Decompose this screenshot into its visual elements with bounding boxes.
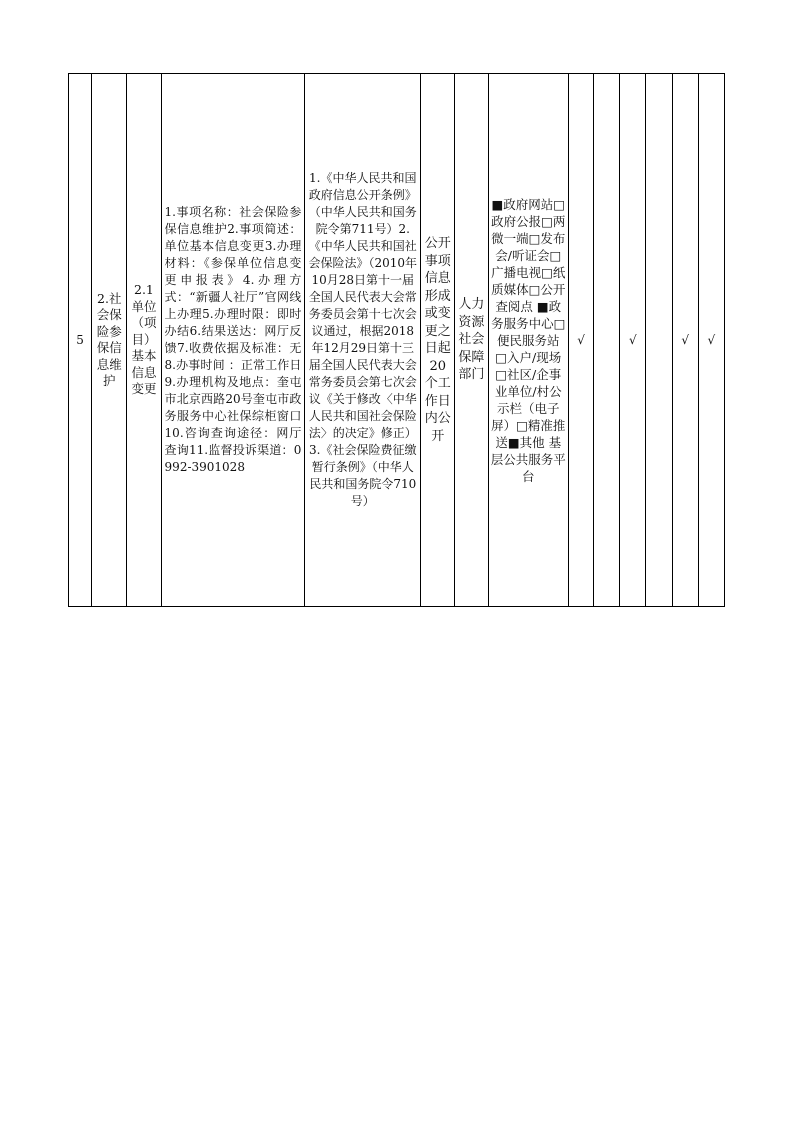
basis-cell [305,74,421,607]
methods-text: ■政府网站□政府公报□两微一端□发布会/听证会□广播电视□纸质媒体□公开查阅点 ■政务服务中心□便民服务站 □入户/现场□社区/企事业单位/村公示栏（电子屏）□精准推送■其他 基层公共服务平台 [490,196,566,484]
basis-text: 1.《中华人民共和国政府信息公开条例》（中华人民共和国务院令第711号）2.《中华人民共和国社会保险法》（2010年10月28日第十一届全国人民代表大会常务委员会第十七次会议通过，根据2018年12月29日第十三届全国人民代表大会常务委员会第七次会议《关于修改〈中华人民共和国社会保险法〉的决定》修正）3.《社会保险费征缴暂行条例》（中华人民共和国务院令710号） [308,171,418,508]
category-text: 2.社会保险参保信息维护 [96,290,122,388]
table-row [69,74,725,607]
check-mark: √ [577,332,585,347]
department-cell [455,74,488,607]
check-mark: √ [707,332,716,347]
check-cell [620,74,646,607]
check-cell [569,74,594,607]
category-cell [92,74,127,607]
check-cell [646,74,672,607]
check-mark: √ [629,332,637,347]
subcategory-cell [127,74,161,607]
check-cell [672,74,698,607]
row-number: 5 [76,332,84,347]
department-text: 人力资源社会保障部门 [458,297,485,383]
check-cell [698,74,724,607]
subcategory-text: 2.1单位（项目）基本信息变更 [131,282,157,397]
time-limit-text: 公开事项信息形成或变更之日起20个工作日内公开 [424,236,451,444]
row-number-cell [69,74,92,607]
time-limit-cell [421,74,455,607]
check-mark: √ [681,332,690,347]
check-cell [594,74,620,607]
content-cell [161,74,305,607]
content-text: 1.事项名称：社会保险参保信息维护2.事项简述：单位基本信息变更3.办理材料：《参保单位信息变更申报表》4.办理方式：“新疆人社厅”官网线上办理5.办理时限：即时办结6.结果送达：网厅反馈7.收费依据及标准：无8.办事时间 ：正常工作日 9.办理机构及地点：奎屯市北京西路20号奎屯市政务服务中心社保综柜窗口 10.咨询查询途径：网厅查询11.监督投诉渠道：0992-3901028 [164,205,302,474]
disclosure-table [68,73,725,607]
methods-cell [488,74,568,607]
